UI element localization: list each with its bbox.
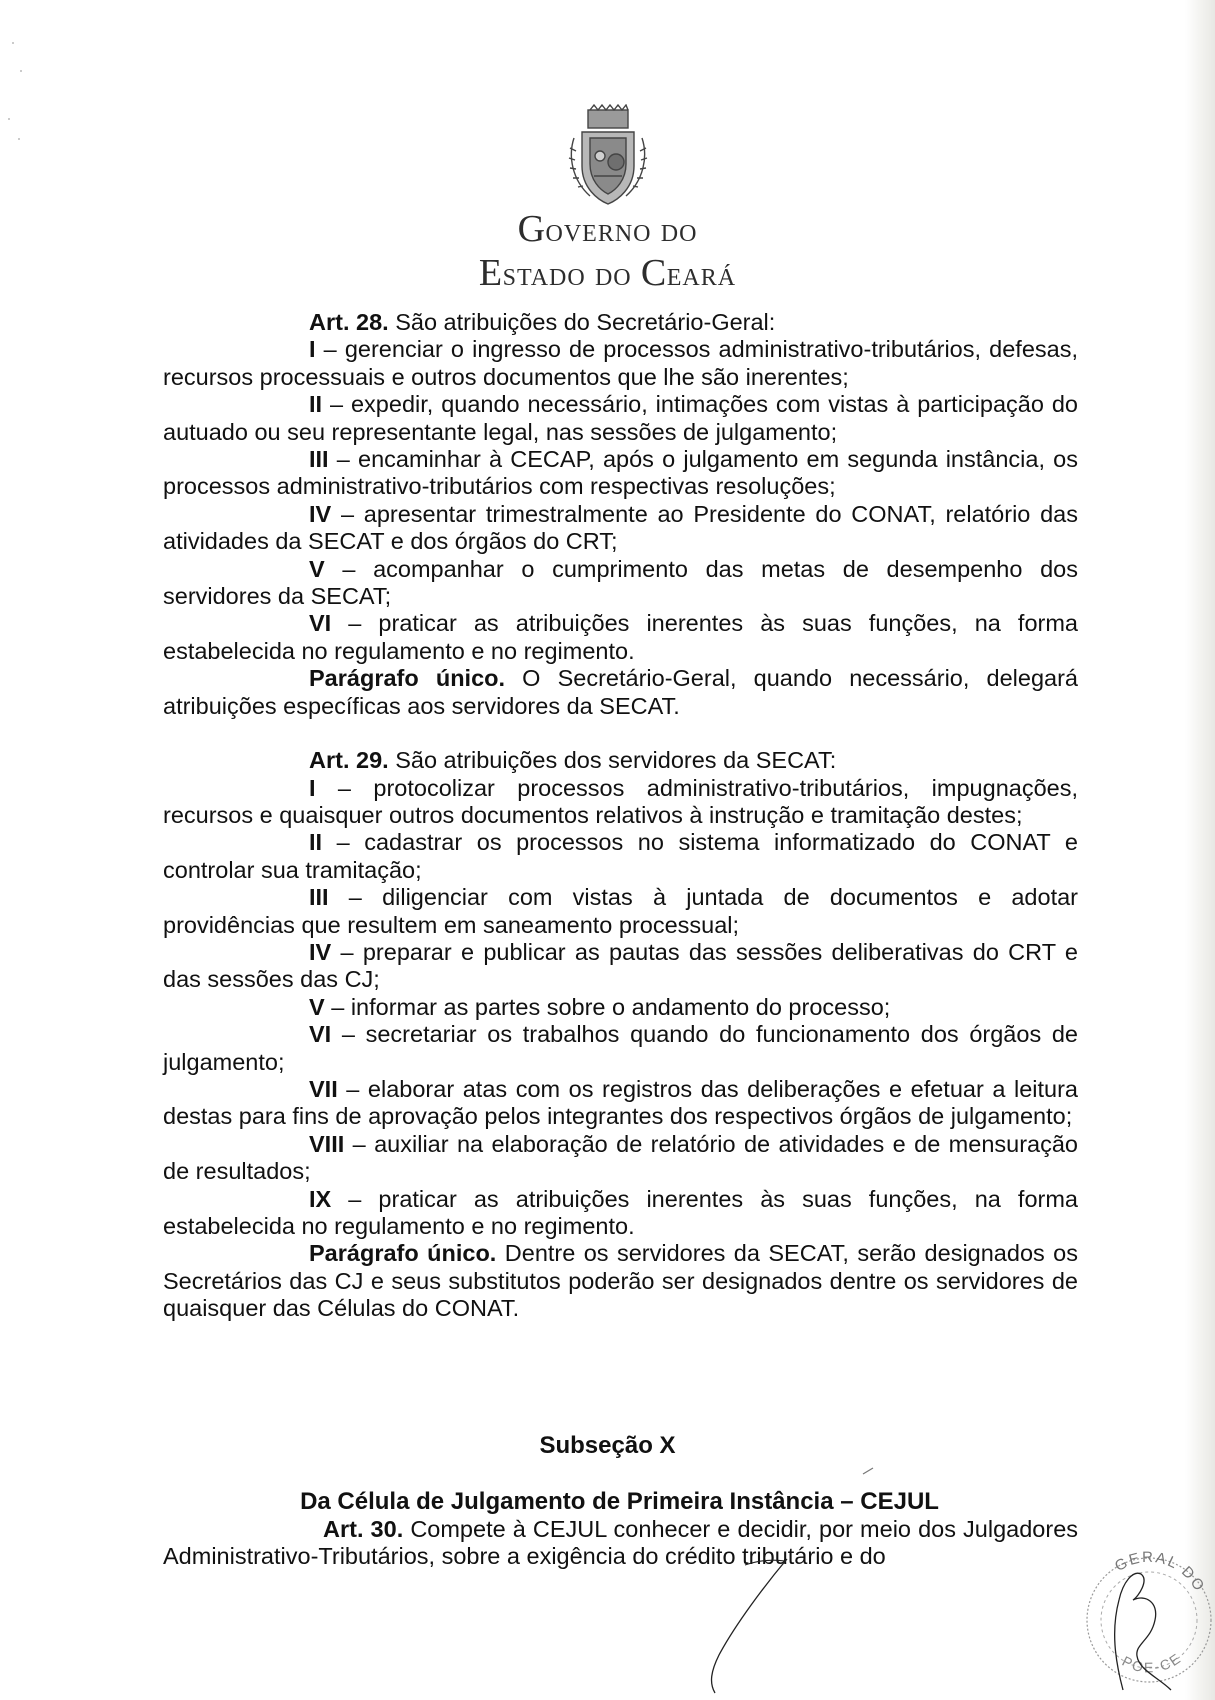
pen-tick-mark [862, 1466, 874, 1476]
svg-text:POE-CE: POE-CE [1119, 1649, 1185, 1676]
art28-heading: Art. 28. São atribuições do Secretário-Geral: [309, 309, 776, 335]
signature-stroke [705, 1555, 795, 1700]
art28-item-2: II – expedir, quando necessário, intimações com vistas à participação do autuado ou seu representante legal, nas sessões de julgamento; [163, 391, 1078, 445]
letterhead [0, 104, 1215, 298]
art29-item-5: V – informar as partes sobre o andamento do processo; [309, 993, 891, 1020]
art28-paragraph-unico: Parágrafo único. O Secretário-Geral, quando necessário, delegará atribuições específicas aos servidores da SECAT. [163, 665, 1078, 719]
art28-item-5: V – acompanhar o cumprimento das metas de desempenho dos servidores da SECAT; [163, 555, 1078, 610]
scan-speck [12, 42, 14, 44]
subsection-title: Subseção X [539, 1432, 676, 1459]
subsection-subtitle: Da Célula de Julgamento de Primeira Instância – CEJUL [300, 1488, 939, 1515]
letterhead-line-2: ESTADO DO CEARÁ [478, 252, 737, 294]
art29-item-6: VI – secretariar os trabalhos quando do funcionamento dos órgãos de julgamento; [163, 1021, 1078, 1075]
svg-text:GERAL DO: GERAL DO [1112, 1548, 1209, 1596]
art28-item-4: IV – apresentar trimestralmente ao Presidente do CONAT, relatório das atividades da SECAT e dos órgãos do CRT; [163, 500, 1078, 555]
art28-item-3: III – encaminhar à CECAP, após o julgamento em segunda instância, os processos administrativo-tributários com respectivas resoluções; [163, 446, 1078, 500]
art29-paragraph-unico: Parágrafo único. Dentre os servidores da SECAT, serão designados os Secretários das CJ e seus substitutos poderão ser designados dentre os servidores de quaisquer das Células do CONAT. [163, 1240, 1079, 1322]
art30-paragraph: Art. 30. Compete à CEJUL conhecer e decidir, por meio dos Julgadores Administrativo-Tributários, sobre a exigência do crédito tributário e do [163, 1516, 1079, 1570]
art29-item-7: VII – elaborar atas com os registros das deliberações e efetuar a leitura destas para fins de aprovação pelos integrantes dos respectivos órgãos de julgamento; [163, 1075, 1078, 1130]
art28-item-6: VI – praticar as atribuições inerentes às suas funções, na forma estabelecida no regulamento e no regimento. [163, 610, 1078, 664]
scan-speck [20, 70, 22, 72]
art29-item-8: VIII – auxiliar na elaboração de relatório de atividades e de mensuração de resultados; [163, 1130, 1078, 1185]
art29-item-4: IV – preparar e publicar as pautas das sessões deliberativas do CRT e das sessões das CJ; [163, 938, 1078, 993]
art29-item-9: IX – praticar as atribuições inerentes às suas funções, na forma estabelecida no regulamento e no regimento. [163, 1185, 1078, 1239]
document-body [163, 309, 1078, 1323]
coat-of-arms-icon [560, 104, 656, 208]
art29-item-3: III – diligenciar com vistas à juntada de documentos e adotar providências que resultem em saneamento processual; [163, 884, 1078, 938]
seal-stamp-icon [1075, 1540, 1215, 1700]
art29-item-1: I – protocolizar processos administrativo-tributários, impugnações, recursos e quaisquer outros documentos relativos à instrução e tramitação destes; [163, 774, 1078, 828]
art28-item-1: I – gerenciar o ingresso de processos administrativo-tributários, defesas, recursos processuais e outros documentos que lhe são inerentes; [163, 336, 1078, 390]
letterhead-line-1: GOVERNO DO [517, 208, 698, 250]
art29-item-2: II – cadastrar os processos no sistema informatizado do CONAT e controlar sua tramitação; [163, 829, 1078, 883]
art30-text [163, 1516, 1078, 1571]
art29-heading: Art. 29. São atribuições dos servidores da SECAT: [309, 747, 837, 774]
